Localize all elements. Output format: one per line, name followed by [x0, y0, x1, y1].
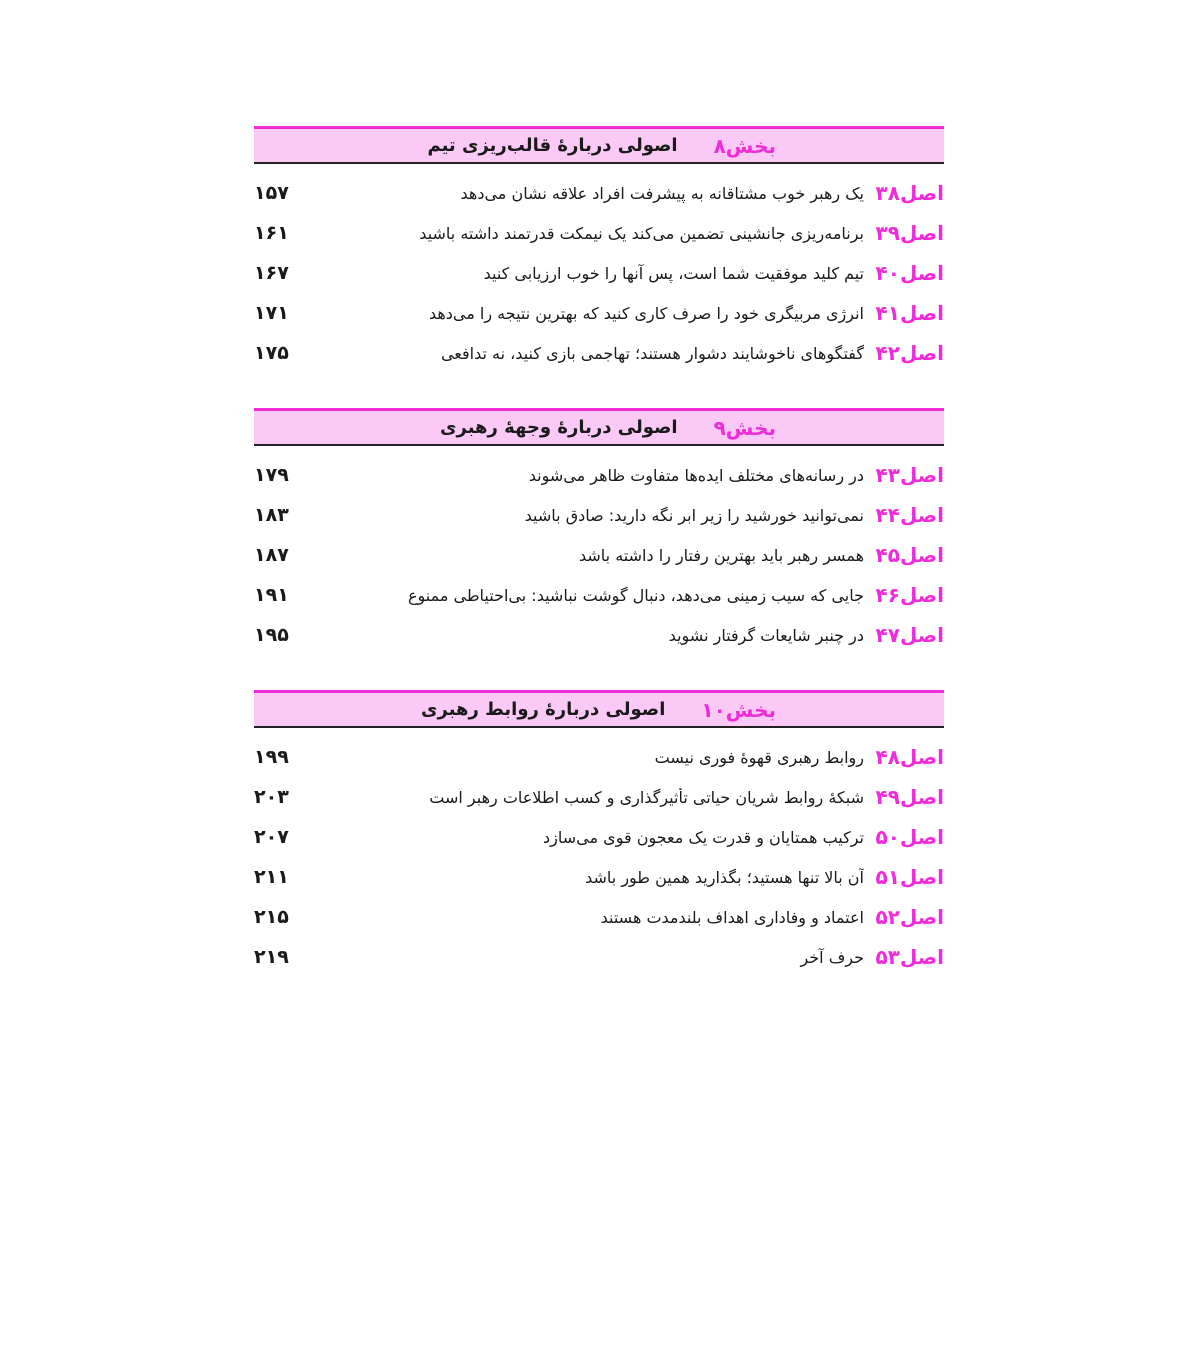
entry-label: اصل۴۰	[875, 261, 944, 285]
entry-title: در چنبر شایعات گرفتار نشوید	[668, 625, 864, 645]
entry-label: اصل۳۹	[875, 221, 944, 245]
entry-page-number: ۲۰۷	[254, 826, 289, 848]
entry-label: اصل۴۸	[875, 745, 944, 769]
toc-entry[interactable]	[254, 333, 944, 373]
section-label: بخش۹	[713, 415, 776, 440]
entry-page-number: ۲۰۳	[254, 786, 289, 808]
toc-entry[interactable]	[254, 575, 944, 615]
toc-entry[interactable]	[254, 253, 944, 293]
toc-entry[interactable]	[254, 937, 944, 977]
entry-label: اصل۴۶	[875, 583, 944, 607]
entry-page-number: ۱۹۵	[254, 624, 289, 646]
entry-title: اعتماد و وفاداری اهداف بلندمدت هستند	[600, 907, 864, 927]
entry-label: اصل۵۱	[875, 865, 944, 889]
section-label: بخش۱۰	[701, 697, 776, 722]
entry-list	[254, 455, 944, 655]
entry-label: اصل۴۴	[875, 503, 944, 527]
entry-title: شبکهٔ روابط شریان حیاتی تأثیرگذاری و کسب اطلاعات رهبر است	[429, 787, 864, 807]
toc-entry[interactable]	[254, 897, 944, 937]
entry-page-number: ۱۸۷	[254, 544, 289, 566]
section-label: بخش۸	[713, 133, 776, 158]
toc-entry[interactable]	[254, 173, 944, 213]
entry-page-number: ۲۱۱	[254, 866, 289, 888]
entry-page-number: ۲۱۵	[254, 906, 289, 928]
table-of-contents	[254, 126, 944, 1012]
entry-page-number: ۱۵۷	[254, 182, 289, 204]
entry-title: جایی که سیب زمینی می‌دهد، دنبال گوشت نباشید: بی‌احتیاطی ممنوع	[407, 585, 864, 605]
entry-title: آن بالا تنها هستید؛ بگذارید همین طور باشد	[585, 867, 864, 887]
entry-title: گفتگوهای ناخوشایند دشوار هستند؛ تهاجمی بازی کنید، نه تدافعی	[440, 343, 864, 363]
entry-title: حرف آخر	[800, 947, 864, 967]
toc-entry[interactable]	[254, 293, 944, 333]
entry-label: اصل۵۳	[875, 945, 944, 969]
entry-page-number: ۱۷۹	[254, 464, 289, 486]
entry-title: نمی‌توانید خورشید را زیر ابر نگه دارید: صادق باشید	[524, 505, 864, 525]
entry-title: روابط رهبری قهوهٔ فوری نیست	[654, 747, 864, 767]
entry-title: برنامه‌ریزی جانشینی تضمین می‌کند یک نیمکت قدرتمند داشته باشید	[419, 223, 864, 243]
toc-entry[interactable]	[254, 615, 944, 655]
toc-entry[interactable]	[254, 495, 944, 535]
entry-title: در رسانه‌های مختلف ایده‌ها متفاوت ظاهر می‌شوند	[528, 465, 864, 485]
entry-label: اصل۴۷	[875, 623, 944, 647]
entry-page-number: ۱۸۳	[254, 504, 289, 526]
section-10	[254, 690, 944, 977]
entry-title: تیم کلید موفقیت شما است، پس آنها را خوب ارزیابی کنید	[483, 263, 864, 283]
entry-title: یک رهبر خوب مشتاقانه به پیشرفت افراد علاقه نشان می‌دهد	[460, 183, 864, 203]
section-8	[254, 126, 944, 373]
entry-list	[254, 173, 944, 373]
entry-label: اصل۴۱	[875, 301, 944, 325]
toc-entry[interactable]	[254, 857, 944, 897]
entry-label: اصل۴۲	[875, 341, 944, 365]
entry-title: ترکیب همتایان و قدرت یک معجون قوی می‌سازد	[543, 827, 864, 847]
entry-list	[254, 737, 944, 977]
entry-page-number: ۲۱۹	[254, 946, 289, 968]
section-title: اصولی دربارهٔ وجههٔ رهبری	[440, 417, 678, 438]
toc-entry[interactable]	[254, 817, 944, 857]
entry-label: اصل۵۰	[875, 825, 944, 849]
toc-entry[interactable]	[254, 535, 944, 575]
section-9	[254, 408, 944, 655]
section-header	[254, 408, 944, 446]
entry-label: اصل۳۸	[875, 181, 944, 205]
entry-page-number: ۱۹۹	[254, 746, 289, 768]
entry-title: همسر رهبر باید بهترین رفتار را داشته باشد	[579, 545, 864, 565]
entry-label: اصل۵۲	[875, 905, 944, 929]
section-title: اصولی دربارهٔ قالب‌ریزی تیم	[427, 135, 678, 156]
toc-entry[interactable]	[254, 455, 944, 495]
section-title: اصولی دربارهٔ روابط رهبری	[421, 699, 666, 720]
entry-page-number: ۱۶۱	[254, 222, 289, 244]
section-header	[254, 126, 944, 164]
toc-entry[interactable]	[254, 737, 944, 777]
section-header	[254, 690, 944, 728]
entry-label: اصل۴۵	[875, 543, 944, 567]
entry-page-number: ۱۶۷	[254, 262, 289, 284]
entry-label: اصل۴۹	[875, 785, 944, 809]
entry-page-number: ۱۷۵	[254, 342, 289, 364]
entry-title: انرژی مربیگری خود را صرف کاری کنید که بهترین نتیجه را می‌دهد	[428, 303, 864, 323]
entry-label: اصل۴۳	[875, 463, 944, 487]
entry-page-number: ۱۹۱	[254, 584, 289, 606]
toc-entry[interactable]	[254, 213, 944, 253]
entry-page-number: ۱۷۱	[254, 302, 289, 324]
toc-entry[interactable]	[254, 777, 944, 817]
